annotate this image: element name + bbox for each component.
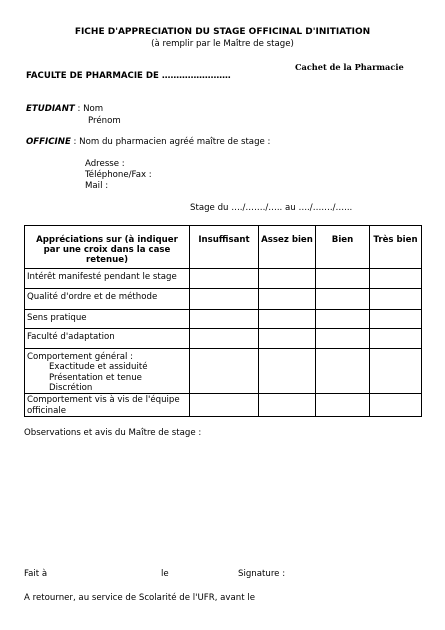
assez-bien-cell[interactable] [259, 289, 316, 310]
pharmacy-label: OFFICINE [26, 137, 71, 147]
assez-bien-cell[interactable] [259, 329, 316, 349]
internship-dates: Stage du …./……./….. au …./……./…... [190, 203, 353, 213]
insuffisant-cell[interactable] [190, 289, 259, 310]
insuffisant-cell[interactable] [190, 269, 259, 289]
pharmacist-name-label: : Nom du pharmacien agréé maître de stage : [70, 137, 271, 147]
assez-bien-cell[interactable] [259, 310, 316, 329]
tres-bien-cell[interactable] [370, 394, 422, 417]
assessment-table [24, 225, 422, 417]
criteria-cell: Intérêt manifesté pendant le stage [25, 269, 190, 289]
tres-bien-cell[interactable] [370, 310, 422, 329]
tres-bien-header: Très bien [370, 226, 422, 269]
table-row [25, 329, 422, 349]
insuffisant-header: Insuffisant [190, 226, 259, 269]
insuffisant-cell[interactable] [190, 329, 259, 349]
insuffisant-cell[interactable] [190, 394, 259, 417]
insuffisant-cell[interactable] [190, 349, 259, 394]
table-row [25, 269, 422, 289]
student-name-label: Nom [83, 104, 104, 114]
bien-cell[interactable] [316, 329, 370, 349]
tres-bien-cell[interactable] [370, 329, 422, 349]
student-separator: : [74, 104, 84, 114]
phone-fax-label: Téléphone/Fax : [85, 170, 152, 180]
table-row [25, 310, 422, 329]
document-subtitle: (à remplir par le Maître de stage) [151, 39, 294, 49]
bien-cell[interactable] [316, 394, 370, 417]
table-row [25, 349, 422, 394]
place-label: Fait à [24, 569, 48, 579]
pharmacy-section [26, 137, 270, 147]
mail-label: Mail : [85, 181, 109, 191]
general-behaviour-label: Comportement général : [27, 352, 134, 362]
signature-label: Signature : [238, 569, 286, 579]
bien-header: Bien [316, 226, 370, 269]
bien-cell[interactable] [316, 349, 370, 394]
document-title: FICHE D'APPRECIATION DU STAGE OFFICINAL D'INITIATION [74, 27, 371, 37]
student-label: ETUDIANT [26, 104, 75, 114]
criteria-sub-item: Discrétion [49, 382, 93, 393]
bien-cell[interactable] [316, 269, 370, 289]
tres-bien-cell[interactable] [370, 289, 422, 310]
assez-bien-cell[interactable] [259, 394, 316, 417]
address-label: Adresse : [85, 159, 125, 169]
tres-bien-cell[interactable] [370, 349, 422, 394]
tres-bien-cell[interactable] [370, 269, 422, 289]
criteria-cell: Comportement vis à vis de l'équipe officinale [25, 394, 190, 417]
criteria-cell: Faculté d'adaptation [25, 329, 190, 349]
table-row [25, 289, 422, 310]
bien-cell[interactable] [316, 310, 370, 329]
student-section [26, 104, 103, 114]
criteria-header: Appréciations sur (à indiquer par une croix dans la case retenue) [25, 226, 190, 269]
date-label: le [161, 569, 169, 579]
criteria-sub-item: Exactitude et assiduité [49, 362, 148, 373]
pharmacy-stamp-label: Cachet de la Pharmacie [295, 62, 404, 72]
observations-label: Observations et avis du Maître de stage : [24, 428, 202, 438]
faculty-line: FACULTE DE PHARMACIE DE …………………… [26, 71, 231, 81]
insuffisant-cell[interactable] [190, 310, 259, 329]
return-instructions: A retourner, au service de Scolarité de l'UFR, avant le [24, 593, 255, 603]
bien-cell[interactable] [316, 289, 370, 310]
table-row [25, 394, 422, 417]
criteria-cell [25, 349, 190, 394]
criteria-cell: Sens pratique [25, 310, 190, 329]
table-header-row [25, 226, 422, 269]
assez-bien-cell[interactable] [259, 269, 316, 289]
assez-bien-header: Assez bien [259, 226, 316, 269]
criteria-sub-item: Présentation et tenue [49, 372, 142, 383]
student-firstname-label: Prénom [88, 116, 121, 126]
assez-bien-cell[interactable] [259, 349, 316, 394]
criteria-cell: Qualité d'ordre et de méthode [25, 289, 190, 310]
